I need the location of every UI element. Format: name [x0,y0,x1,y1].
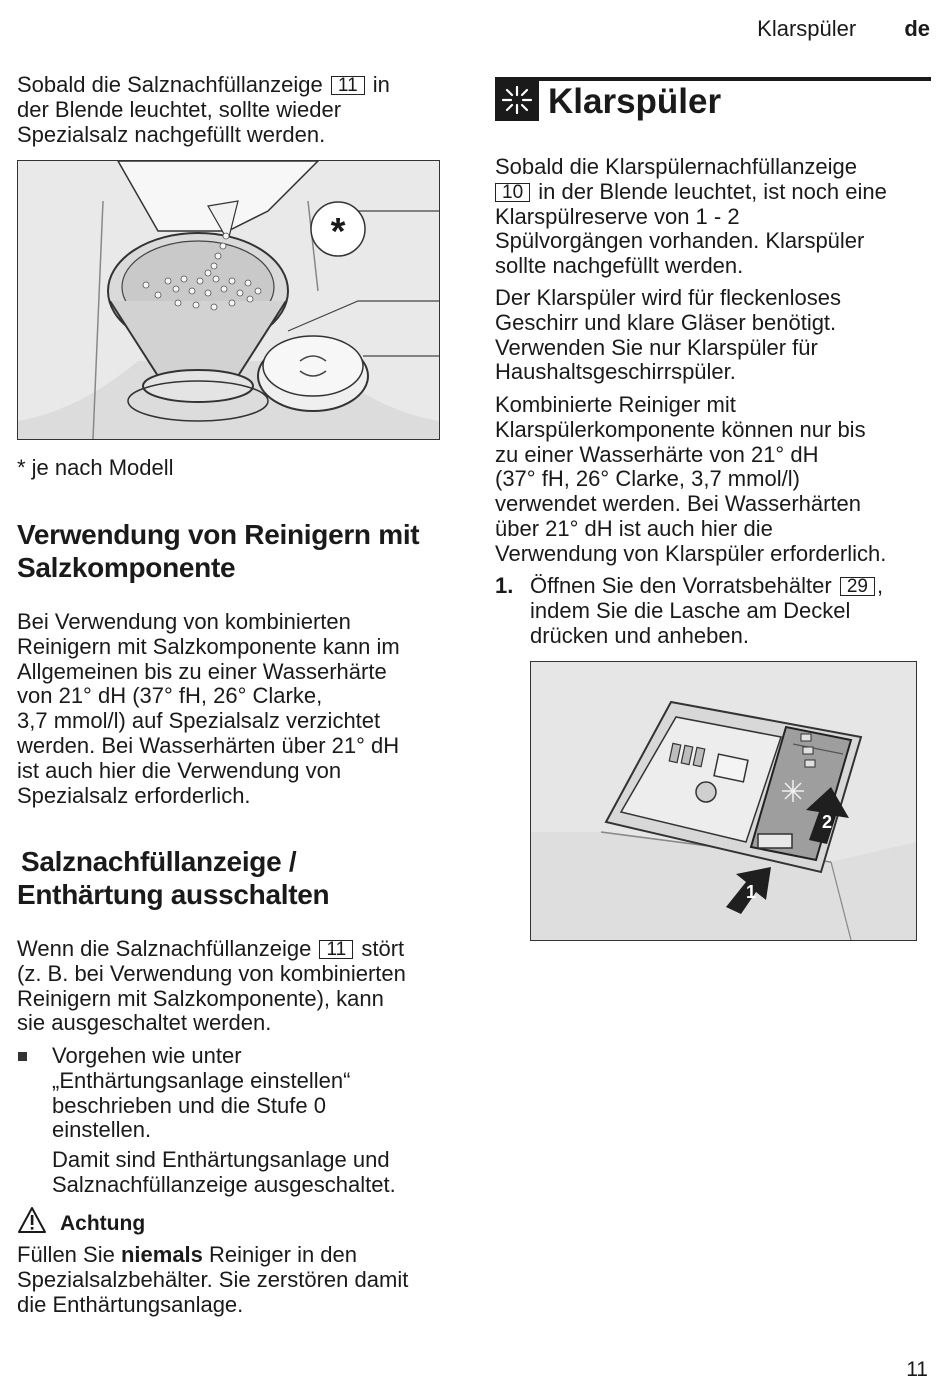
paragraph-disable-softening: Wenn die Salznachfüllanzeige 11 stört (z. B. bei Verwendung von kombinierten Reinigern mit Salzkomponente), kann sie ausgeschaltet werden. [17,936,406,1036]
bullet-note: Damit sind Enthärtungsanlage und Salznachfüllanzeige ausgeschaltet. [52,1147,396,1197]
figure-footnote: * je nach Modell [17,455,174,480]
bullet-item: Vorgehen wie unter „Enthärtungsanlage einstellen“ beschrieben und die Stufe 0 einstellen. [52,1043,351,1143]
page-title: Klarspüler [548,82,722,121]
indicator-ref: 10 [495,183,530,202]
container-ref: 29 [840,577,875,596]
warning-title: Achtung [60,1212,146,1235]
arrow1-label: 1 [745,882,757,902]
figure1-marker: * [330,211,346,253]
heading-disable-softening: Salznachfüllanzeige / Enthärtung ausschalten [17,846,330,910]
paragraph-rinse-indicator: Sobald die Klarspülernachfüllanzeige 10 in der Blende leuchtet, ist noch eine Klarspülreserve von 1 - 2 Spülvorgängen vorhanden. Klarspüler sollte nachgefüllt werden. [495,154,887,279]
rinse-aid-symbol-icon [495,79,539,121]
figure-rinse-dispenser [530,661,917,941]
figure-salt-funnel [17,160,440,440]
arrow2-label: 2 [821,812,833,832]
paragraph-combined-cleaners: Kombinierte Reiniger mit Klarspülerkomponente können nur bis zu einer Wasserhärte von 21° dH (37° fH, 26° Clarke, 3,7 mmol/l) verwendet werden. Bei Wasserhärten über 21° dH ist auch hier die Verwendung von Klarspüler erforderlich. [495,392,887,566]
warning-triangle-icon [17,1206,47,1234]
indicator-ref: 11 [319,940,353,959]
page-number: 11 [906,1358,928,1381]
heading-rule [495,77,931,81]
indicator-ref: 11 [331,76,365,95]
bullet-square-icon [18,1052,27,1061]
intro-paragraph: Sobald die Salznachfüllanzeige 11 in der Blende leuchtet, sollte wieder Spezialsalz nachgefüllt werden. [17,72,390,147]
running-header [757,16,930,42]
warning-text: Füllen Sie niemals Reiniger in den Spezialsalzbehälter. Sie zerstören damit die Enthärtungsanlage. [17,1242,409,1317]
paragraph-rinse-purpose: Der Klarspüler wird für fleckenloses Geschirr und klare Gläser benötigt. Verwenden Sie nur Klarspüler für Haushaltsgeschirrspüler. [495,285,842,385]
paragraph-cleaner-salt: Bei Verwendung von kombinierten Reinigern mit Salzkomponente kann im Allgemeinen bis zu einer Wasserhärte von 21° dH (37° fH, 26° Clarke, 3,7 mmol/l) auf Spezialsalz verzichtet werden. Bei Wasserhärten über 21° dH ist auch hier die Verwendung von Spezialsalz erforderlich. [17,609,400,808]
step-number: 1. [495,573,514,598]
header-section: Klarspüler [757,16,857,41]
header-lang: de [904,16,930,41]
heading-cleaner-salt: Verwendung von Reinigern mit Salzkomponente [17,519,420,583]
step-text: Öffnen Sie den Vorratsbehälter 29 , indem Sie die Lasche am Deckel drücken und anheben. [530,573,884,648]
